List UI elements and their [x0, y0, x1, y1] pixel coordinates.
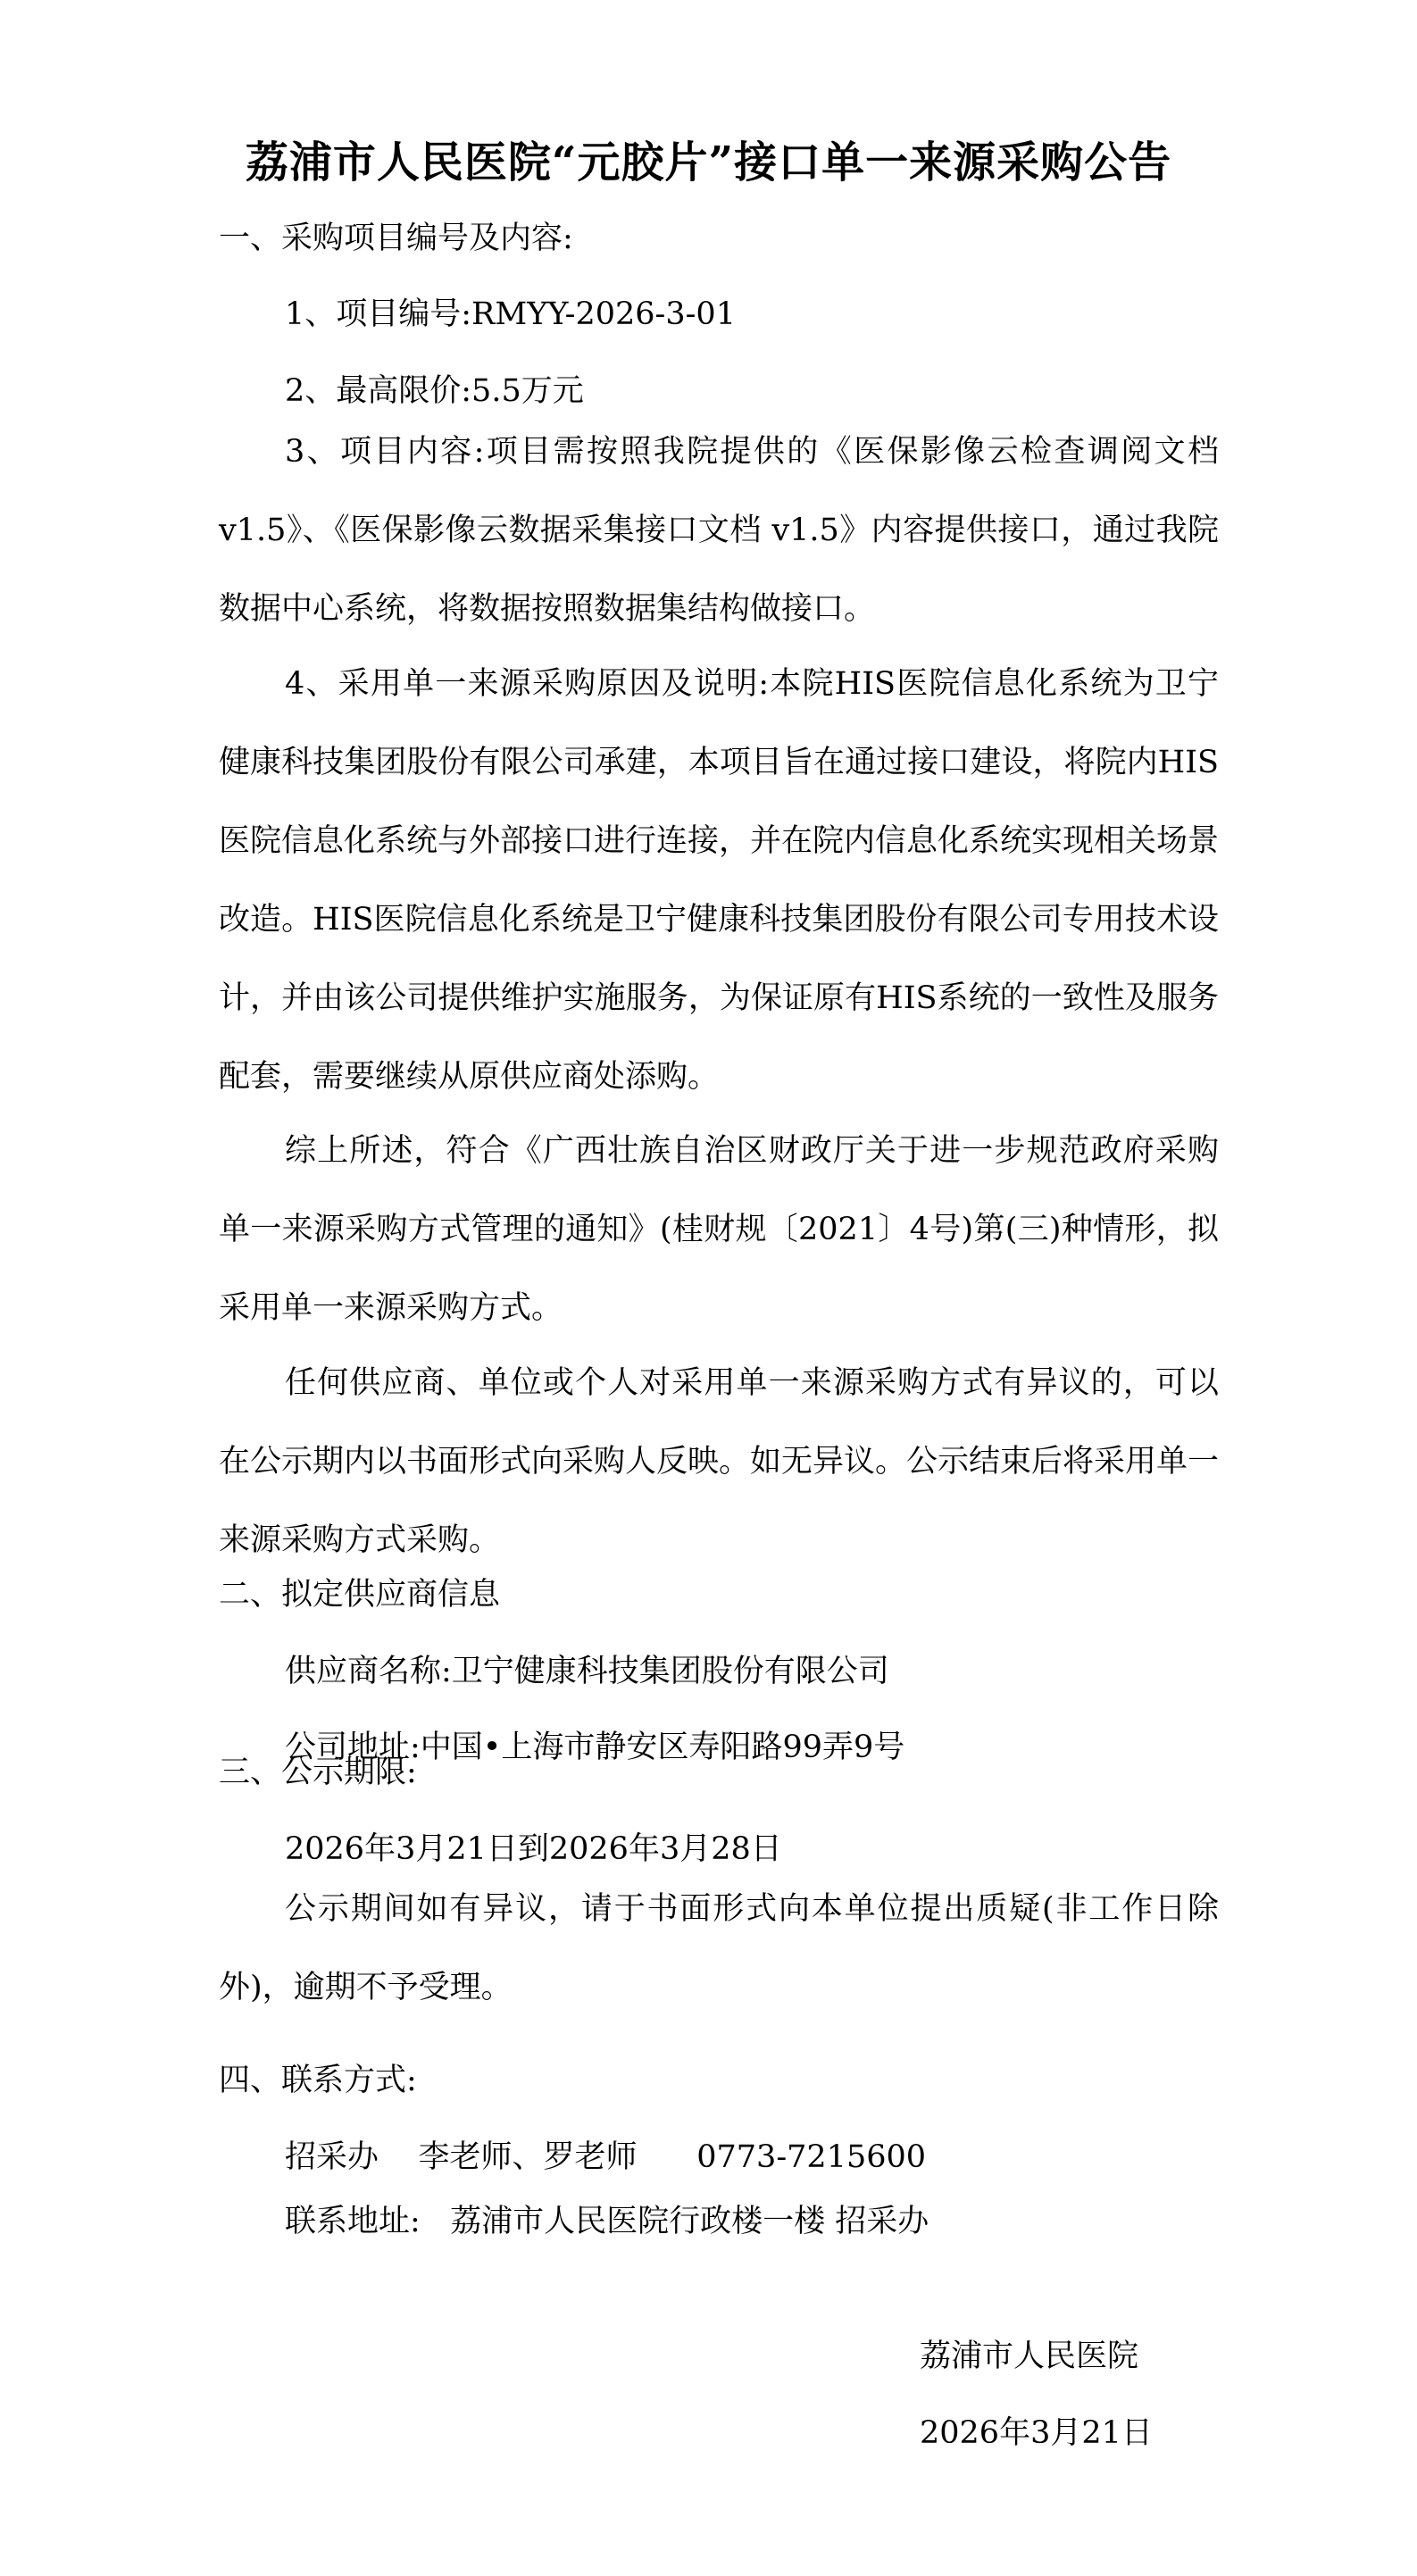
notice-period-note: 公示期间如有异议，请于书面形式向本单位提出质疑(非工作日除外)，逾期不予受理。: [219, 1891, 1219, 2005]
signature-org: 荔浦市人民医院: [920, 2338, 1139, 2374]
project-number: 1、项目编号:RMYY-2026-3-01: [285, 296, 736, 332]
supplier-address: 公司地址:中国•上海市静安区寿阳路99弄9号: [285, 1730, 905, 1765]
section4-heading: 四、联系方式:: [219, 2063, 417, 2098]
section3-heading: 三、公示期限:: [219, 1755, 417, 1790]
notice-period: 2026年3月21日到2026年3月28日: [285, 1831, 782, 1867]
signature-date: 2026年3月21日: [920, 2415, 1153, 2451]
supplier-name: 供应商名称:卫宁健康科技集团股份有限公司: [285, 1654, 889, 1689]
project-content: 3、项目内容:项目需按照我院提供的《医保影像云检查调阅文档 v1.5》、《医保影像云数据采集接口文档 v1.5》内容提供接口，通过我院数据中心系统，将数据按照数据集结构做接口。: [219, 434, 1219, 627]
summary-paragraph: 综上所述，符合《广西壮族自治区财政厅关于进一步规范政府采购单一来源采购方式管理的通知》(桂财规〔2021〕4号)第(三)种情形，拟采用单一来源采购方式。: [219, 1133, 1219, 1326]
sole-source-reason: 4、采用单一来源采购原因及说明:本院HIS医院信息化系统为卫宁健康科技集团股份有限公司承建，本项目旨在通过接口建设，将院内HIS医院信息化系统与外部接口进行连接，并在院内信息化系统实现相关场景改造。HIS医院信息化系统是卫宁健康科技集团股份有限公司专用技术设计，并由该公司提供维护实施服务，为保证原有HIS系统的一致性及服务配套，需要继续从原供应商处添购。: [219, 666, 1220, 1095]
document-title: 荔浦市人民医院“元胶片”接口单一来源采购公告: [245, 138, 1172, 188]
objection-paragraph: 任何供应商、单位或个人对采用单一来源采购方式有异议的，可以在公示期内以书面形式向采购人反映。如无异议。公示结束后将采用单一来源采购方式采购。: [219, 1365, 1220, 1558]
section2-heading: 二、拟定供应商信息: [219, 1577, 501, 1613]
contact-address: 联系地址: 荔浦市人民医院行政楼一楼 招采办: [285, 2204, 929, 2239]
price-limit: 2、最高限价:5.5万元: [285, 373, 584, 409]
contact-persons: 招采办 李老师、罗老师 0773-7215600: [285, 2139, 927, 2175]
section1-heading: 一、采购项目编号及内容:: [219, 221, 573, 256]
